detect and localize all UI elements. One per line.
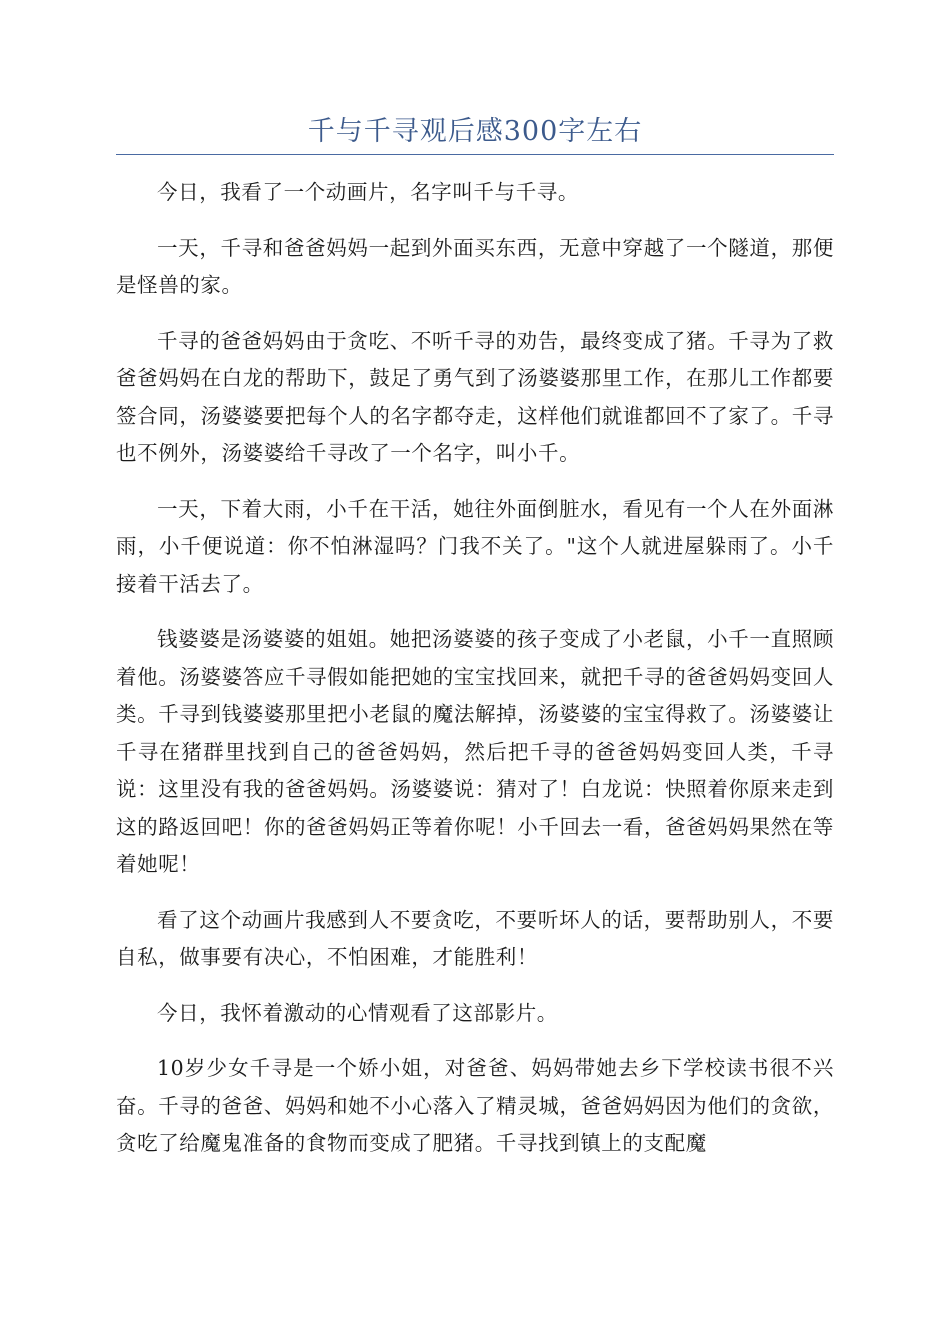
paragraph: 一天，千寻和爸爸妈妈一起到外面买东西，无意中穿越了一个隧道，那便是怪兽的家。: [116, 235, 834, 297]
paragraph: 10岁少女千寻是一个娇小姐，对爸爸、妈妈带她去乡下学校读书很不兴奋。千寻的爸爸、妈妈和她不小心落入了精灵城，爸爸妈妈因为他们的贪欲，贪吃了给魔鬼准备的食物而变成了肥猪。千寻找到镇上的支配魔: [116, 1056, 834, 1155]
title-underline: [116, 154, 834, 155]
paragraph: 今日，我看了一个动画片，名字叫千与千寻。: [157, 180, 579, 204]
document-body: [116, 174, 834, 1181]
paragraph: 看了这个动画片我感到人不要贪吃，不要听坏人的话，要帮助别人，不要自私，做事要有决心，不怕困难，才能胜利！: [116, 907, 834, 969]
document-title: 千与千寻观后感300字左右: [307, 116, 643, 147]
paragraph: 钱婆婆是汤婆婆的姐姐。她把汤婆婆的孩子变成了小老鼠，小千一直照顾着他。汤婆婆答应千寻假如能把她的宝宝找回来，就把千寻的爸爸妈妈变回人类。千寻到钱婆婆那里把小老鼠的魔法解掉，汤婆婆的宝宝得救了。汤婆婆让千寻在猪群里找到自己的爸爸妈妈，然后把千寻的爸爸妈妈变回人类，千寻说：这里没有我的爸爸妈妈。汤婆婆说：猜对了！白龙说：快照着你原来走到这的路返回吧！你的爸爸妈妈正等着你呢！小千回去一看，爸爸妈妈果然在等着她呢！: [116, 627, 834, 876]
paragraph: 千寻的爸爸妈妈由于贪吃、不听千寻的劝告，最终变成了猪。千寻为了救爸爸妈妈在白龙的帮助下，鼓足了勇气到了汤婆婆那里工作，在那儿工作都要签合同，汤婆婆要把每个人的名字都夺走，这样他们就谁都回不了家了。千寻也不例外，汤婆婆给千寻改了一个名字，叫小千。: [116, 328, 834, 465]
paragraph: 今日，我怀着激动的心情观看了这部影片。: [157, 1000, 558, 1025]
paragraph: 一天，下着大雨，小千在干活，她往外面倒脏水，看见有一个人在外面淋雨，小千便说道：你不怕淋湿吗？门我不关了。"这个人就进屋躲雨了。小千接着干活去了。: [116, 496, 834, 596]
